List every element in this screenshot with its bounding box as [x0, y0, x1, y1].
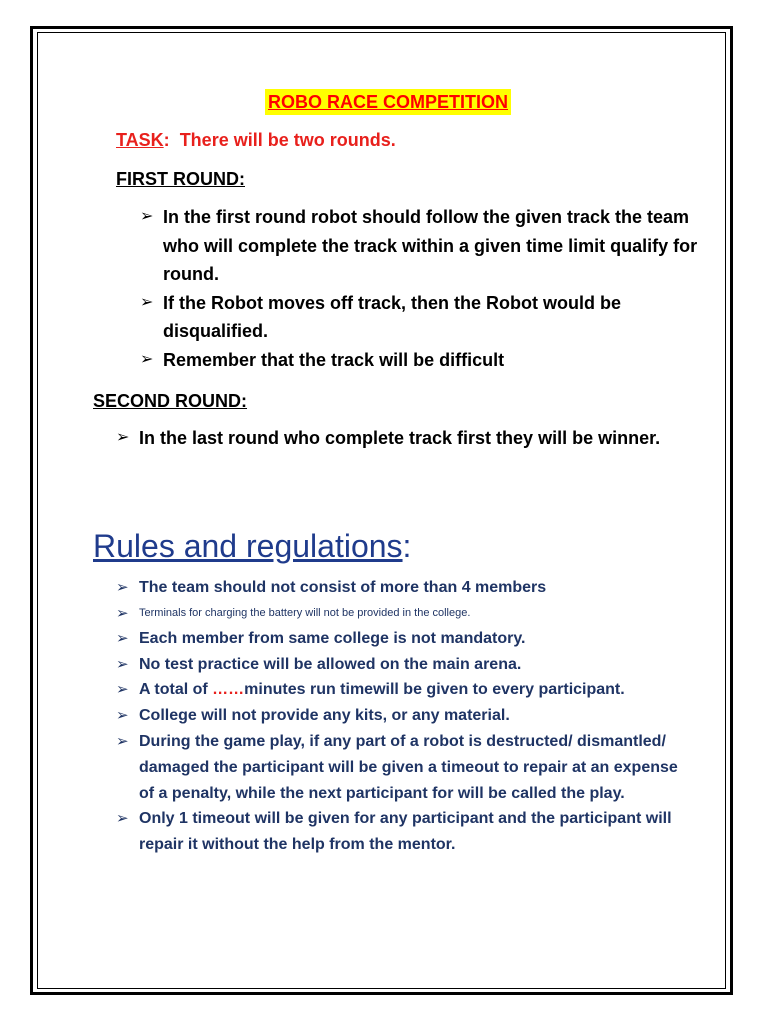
rules-heading	[93, 524, 411, 568]
second-round-heading: SECOND ROUND:	[93, 391, 248, 411]
list-item	[116, 424, 676, 453]
arrow-bullet-icon: ➢	[140, 208, 154, 225]
first-round-list	[140, 203, 700, 374]
rules-heading-text: Rules and regulations	[93, 528, 403, 564]
list-item-text: In the last round who complete track first they will be winner.	[139, 428, 661, 448]
list-item	[140, 346, 700, 375]
arrow-bullet-icon: ➢	[116, 681, 129, 699]
rules-list	[116, 575, 686, 858]
list-item	[116, 806, 686, 858]
list-item-text-suffix: minutes run timewill be given to every participant.	[244, 681, 625, 699]
arrow-bullet-icon: ➢	[140, 350, 154, 368]
blank-placeholder: ……	[212, 681, 245, 699]
arrow-bullet-icon: ➢	[116, 604, 129, 622]
list-item-text: Only 1 timeout will be given for any participant and the participant will repair it without the help from the mentor.	[139, 810, 672, 854]
first-round-heading: FIRST ROUND:	[116, 169, 245, 189]
arrow-bullet-icon: ➢	[116, 810, 129, 828]
task-colon: :	[163, 130, 170, 150]
list-item-text: No test practice will be allowed on the main arena.	[139, 655, 522, 673]
list-item-text: If the Robot moves off track, then the Robot would be disqualified.	[163, 292, 621, 341]
arrow-bullet-icon: ➢	[116, 579, 129, 596]
list-item-text: During the game play, if any part of a robot is destructed/ dismantled/ damaged the participant will be given a timeout to repair at an expense of a penalty, while the next participant for will be called the play.	[139, 732, 678, 802]
list-item	[140, 203, 700, 289]
list-item-text: Remember that the track will be difficult	[163, 349, 505, 370]
list-item	[116, 626, 686, 652]
list-item	[116, 575, 686, 601]
list-item-text: The team should not consist of more than 4 members	[139, 579, 547, 596]
list-item	[116, 677, 686, 703]
list-item	[140, 289, 700, 346]
task-label: TASK	[116, 130, 164, 150]
list-item-text: Terminals for charging the battery will not be provided in the college.	[139, 606, 471, 619]
arrow-bullet-icon: ➢	[116, 732, 129, 750]
list-item	[116, 601, 686, 626]
list-item	[116, 729, 686, 806]
arrow-bullet-icon: ➢	[116, 429, 130, 446]
list-item-text-prefix: A total of	[139, 681, 213, 699]
second-round-list	[116, 424, 676, 453]
arrow-bullet-icon: ➢	[116, 655, 129, 673]
arrow-bullet-icon: ➢	[116, 707, 129, 725]
list-item	[116, 652, 686, 678]
task-line	[116, 126, 396, 154]
rules-heading-colon: :	[402, 528, 412, 564]
document-title: ROBO RACE COMPETITION	[265, 89, 511, 115]
task-text: There will be two rounds.	[179, 130, 396, 150]
list-item-text: Each member from same college is not mandatory.	[139, 629, 526, 647]
list-item	[116, 703, 686, 729]
list-item-text: College will not provide any kits, or any material.	[139, 707, 510, 725]
list-item-text: In the first round robot should follow the given track the team who will complete the track within a given time limit qualify for round.	[163, 207, 698, 284]
arrow-bullet-icon: ➢	[140, 293, 154, 311]
arrow-bullet-icon: ➢	[116, 629, 129, 647]
